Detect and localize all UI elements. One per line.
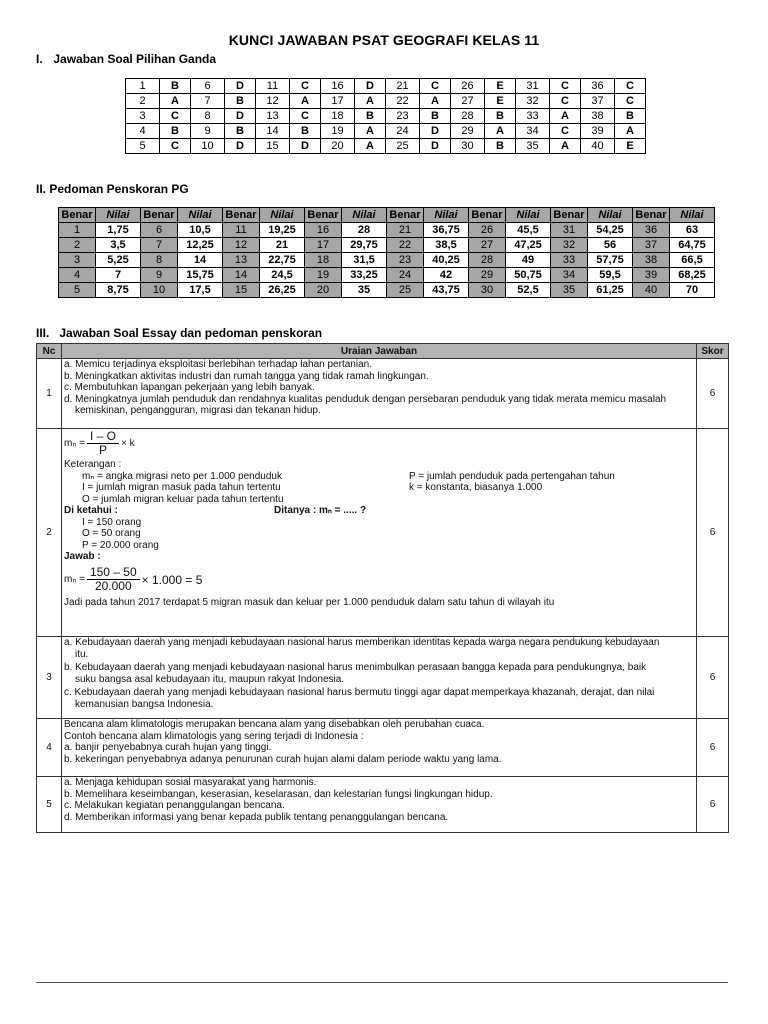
score-value-cell: 36,75 [424,223,469,238]
scoring-row [59,238,715,253]
header-benar: Benar [141,208,178,223]
formula-numerator: I – O [87,430,119,444]
section-heading-text: Jawaban Soal Pilihan Ganda [53,52,217,66]
score-value-cell: 3,5 [96,238,141,253]
answer-letter-cell: A [615,124,646,139]
answer-key-row [126,109,646,124]
header-benar: Benar [469,208,506,223]
answer-letter-cell: C [290,79,321,94]
correct-count-cell: 38 [633,253,670,268]
score-value-cell: 56 [588,238,633,253]
score-value-cell: 70 [670,283,715,298]
correct-count-cell: 26 [469,223,506,238]
score-value-cell: 14 [178,253,223,268]
correct-count-cell: 7 [141,238,178,253]
jawab-label: Jawab : [64,551,101,562]
scoring-row [59,268,715,283]
essay-question-number: 3 [37,637,62,719]
essay-question-number: 5 [37,777,62,833]
score-value-cell: 26,25 [260,283,305,298]
answer-letter-cell: B [290,124,321,139]
correct-count-cell: 24 [387,268,424,283]
question-number-cell: 3 [126,109,160,124]
header-benar: Benar [551,208,588,223]
score-value-cell: 40,25 [424,253,469,268]
footer-rule [36,982,728,983]
question-number-cell: 35 [516,139,550,154]
correct-count-cell: 23 [387,253,424,268]
header-nilai: Nilai [506,208,551,223]
score-value-cell: 57,75 [588,253,633,268]
answer-line: d. Meningkatnya jumlah penduduk dan rendahnya kualitas penduduk dengan persebaran penduduk yang tidak merata memicu masalah [64,393,667,405]
answer-letter-cell: C [615,79,646,94]
score-value-cell: 64,75 [670,238,715,253]
score-value-cell: 31,5 [342,253,387,268]
header-nilai: Nilai [342,208,387,223]
correct-count-cell: 33 [551,253,588,268]
question-number-cell: 8 [191,109,225,124]
question-number-cell: 34 [516,124,550,139]
correct-count-cell: 27 [469,238,506,253]
score-value-cell: 68,25 [670,268,715,283]
correct-count-cell: 21 [387,223,424,238]
correct-count-cell: 36 [633,223,670,238]
section-number: I. [36,52,43,66]
score-value-cell: 43,75 [424,283,469,298]
scoring-table [58,207,715,298]
answer-letter-cell: E [485,94,516,109]
question-number-cell: 25 [386,139,420,154]
score-value-cell: 61,25 [588,283,633,298]
answer-line: c. Kebudayaan daerah yang menjadi kebudayaan nasional harus bermutu tinggi agar dapat memperkaya khazanah, derajat, dan nilai [64,687,655,698]
essay-answer-cell [62,719,697,777]
essay-score: 6 [697,429,729,637]
answer-line: c. Melakukan kegiatan penanggulangan bencana. [64,800,285,811]
question-number-cell: 5 [126,139,160,154]
question-number-cell: 31 [516,79,550,94]
question-number-cell: 9 [191,124,225,139]
question-number-cell: 4 [126,124,160,139]
scoring-header-row [59,208,715,223]
answer-letter-cell: D [225,109,256,124]
question-number-cell: 32 [516,94,550,109]
solution-denominator: 20.000 [94,579,132,593]
answer-letter-cell: B [420,109,451,124]
correct-count-cell: 9 [141,268,178,283]
essay-answer-cell [62,429,697,637]
score-value-cell: 19,25 [260,223,305,238]
known-asked-row [64,505,696,517]
answer-letter-cell: D [225,79,256,94]
question-number-cell: 12 [256,94,290,109]
question-number-cell: 23 [386,109,420,124]
scoring-row [59,253,715,268]
answer-key-table [125,78,646,154]
section-heading-scoring: II. Pedoman Penskoran PG [36,182,189,196]
answer-letter-cell: B [160,79,191,94]
correct-count-cell: 5 [59,283,96,298]
correct-count-cell: 14 [223,268,260,283]
answer-letter-cell: E [485,79,516,94]
essay-question-number: 1 [37,359,62,429]
correct-count-cell: 40 [633,283,670,298]
answer-key-row [126,124,646,139]
answer-letter-cell: A [290,94,321,109]
score-value-cell: 12,25 [178,238,223,253]
answer-letter-cell: A [550,109,581,124]
question-number-cell: 30 [451,139,485,154]
score-value-cell: 33,25 [342,268,387,283]
correct-count-cell: 11 [223,223,260,238]
score-value-cell: 22,75 [260,253,305,268]
answer-letter-cell: A [355,124,386,139]
essay-answer-cell [62,637,697,719]
correct-count-cell: 34 [551,268,588,283]
score-value-cell: 63 [670,223,715,238]
keterangan-item: I = jumlah migran masuk pada tahun tertentu [82,482,281,493]
correct-count-cell: 8 [141,253,178,268]
question-number-cell: 37 [581,94,615,109]
answer-letter-cell: E [615,139,646,154]
answer-letter-cell: C [550,94,581,109]
question-number-cell: 28 [451,109,485,124]
correct-count-cell: 19 [305,268,342,283]
header-nilai: Nilai [260,208,305,223]
score-value-cell: 7 [96,268,141,283]
correct-count-cell: 17 [305,238,342,253]
given-value: O = 50 orang [82,528,141,539]
answer-line: d. Memberikan informasi yang benar kepada publik tentang penanggulangan bencana. [64,811,449,823]
answer-letter-cell: B [355,109,386,124]
answer-line: c. Membutuhkan lapangan pekerjaan yang lebih banyak. [64,382,315,393]
question-number-cell: 7 [191,94,225,109]
answer-line: suku bangsa asal kebudayaan itu, maupun rakyat Indonesia. [75,673,345,685]
question-number-cell: 19 [321,124,355,139]
answer-letter-cell: A [550,139,581,154]
essay-table [36,343,729,833]
answer-letter-cell: A [355,139,386,154]
answer-letter-cell: D [420,139,451,154]
correct-count-cell: 28 [469,253,506,268]
answer-letter-cell: C [550,79,581,94]
correct-count-cell: 29 [469,268,506,283]
solution-lhs: mₙ = [64,574,85,585]
diketahui-label: Di ketahui : [64,505,118,516]
correct-count-cell: 20 [305,283,342,298]
correct-count-cell: 3 [59,253,96,268]
solution-fraction [87,566,140,593]
correct-count-cell: 6 [141,223,178,238]
essay-row-2 [37,429,729,637]
question-number-cell: 39 [581,124,615,139]
formula-denominator: P [98,442,107,457]
answer-letter-cell: C [160,139,191,154]
header-nilai: Nilai [178,208,223,223]
answer-letter-cell: C [160,109,191,124]
question-number-cell: 38 [581,109,615,124]
score-value-cell: 10,5 [178,223,223,238]
given-value: P = 20.000 orang [82,539,159,551]
conclusion-line: Jadi pada tahun 2017 terdapat 5 migran masuk dan keluar per 1.000 penduduk dalam satu tahun di wilayah itu [64,596,555,608]
score-value-cell: 66,5 [670,253,715,268]
answer-letter-cell: C [615,94,646,109]
correct-count-cell: 16 [305,223,342,238]
essay-question-number: 2 [37,429,62,637]
answer-letter-cell: C [290,109,321,124]
given-value: I = 150 orang [82,516,142,528]
score-value-cell: 29,75 [342,238,387,253]
question-number-cell: 15 [256,139,290,154]
essay-row-4 [37,719,729,777]
question-number-cell: 14 [256,124,290,139]
essay-score: 6 [697,359,729,429]
answer-line: a. Memicu terjadinya eksploitasi berlebihan terhadap lahan pertanian. [64,359,372,370]
keterangan-label: Keterangan : [64,459,122,470]
question-number-cell: 26 [451,79,485,94]
ditanya-label: Ditanya : mₙ = ..... ? [274,505,367,516]
answer-letter-cell: A [355,94,386,109]
score-value-cell: 42 [424,268,469,283]
question-number-cell: 20 [321,139,355,154]
score-value-cell: 28 [342,223,387,238]
question-number-cell: 29 [451,124,485,139]
migration-formula [64,429,696,457]
solution-formula [64,563,696,597]
answer-letter-cell: B [225,124,256,139]
answer-line: kemanusian bangsa Indonesia. [75,698,214,710]
answer-letter-cell: A [420,94,451,109]
score-value-cell: 45,5 [506,223,551,238]
essay-header-skor: Skor [697,344,729,359]
document-title: KUNCI JAWABAN PSAT GEOGRAFI KELAS 11 [228,32,540,48]
correct-count-cell: 2 [59,238,96,253]
correct-count-cell: 1 [59,223,96,238]
essay-header-row [37,344,729,359]
essay-header-no: Nc [37,344,62,359]
header-nilai: Nilai [424,208,469,223]
answer-letter-cell: A [485,124,516,139]
header-benar: Benar [305,208,342,223]
answer-line: b. Meningkatkan aktivitas industri dan rumah tangga yang tidak ramah lingkungan. [64,370,429,382]
header-nilai: Nilai [670,208,715,223]
header-nilai: Nilai [588,208,633,223]
essay-row-5 [37,777,729,833]
question-number-cell: 36 [581,79,615,94]
score-value-cell: 38,5 [424,238,469,253]
answer-letter-cell: C [550,124,581,139]
scoring-row [59,283,715,298]
essay-answer-cell [62,777,697,833]
answer-letter-cell: A [160,94,191,109]
correct-count-cell: 15 [223,283,260,298]
keterangan-item: O = jumlah migran keluar pada tahun tertentu [82,493,284,505]
answer-line: b. Memelihara keseimbangan, keserasian, keselarasan, dan kelestarian fungsi lingkungan hidup. [64,788,493,800]
score-value-cell: 54,25 [588,223,633,238]
correct-count-cell: 4 [59,268,96,283]
essay-question-number: 4 [37,719,62,777]
solution-numerator: 150 – 50 [87,566,140,580]
answer-line: Bencana alam klimatologis merupakan bencana alam yang disebabkan oleh perubahan cuaca. [64,719,485,730]
answer-letter-cell: B [485,139,516,154]
question-number-cell: 1 [126,79,160,94]
essay-row-1 [37,359,729,429]
header-benar: Benar [59,208,96,223]
essay-answer-cell [62,359,697,429]
score-value-cell: 59,5 [588,268,633,283]
score-value-cell: 21 [260,238,305,253]
header-benar: Benar [223,208,260,223]
answer-line: b. kekeringan penyebabnya adanya penurunan curah hujan alami dalam periode waktu yang lama. [64,753,502,765]
score-value-cell: 50,75 [506,268,551,283]
answer-line: itu. [75,648,89,660]
section-heading-essay [36,326,322,340]
answer-line: Contoh bencana alam klimatologis yang sering terjadi di Indonesia : [64,730,364,742]
keterangan-list [64,471,696,506]
correct-count-cell: 32 [551,238,588,253]
essay-score: 6 [697,777,729,833]
answer-letter-cell: C [420,79,451,94]
answer-letter-cell: D [420,124,451,139]
answer-letter-cell: D [355,79,386,94]
section-heading-multiple-choice [36,52,216,66]
score-value-cell: 5,25 [96,253,141,268]
answer-letter-cell: B [485,109,516,124]
score-value-cell: 15,75 [178,268,223,283]
answer-key-row [126,79,646,94]
correct-count-cell: 30 [469,283,506,298]
answer-letter-cell: D [225,139,256,154]
score-value-cell: 35 [342,283,387,298]
score-value-cell: 1,75 [96,223,141,238]
scoring-row [59,223,715,238]
question-number-cell: 13 [256,109,290,124]
question-number-cell: 33 [516,109,550,124]
answer-letter-cell: B [615,109,646,124]
answer-key-row [126,139,646,154]
solution-rhs: × 1.000 = 5 [141,572,203,587]
keterangan-item: P = jumlah penduduk pada pertengahan tahun [409,470,615,482]
score-value-cell: 52,5 [506,283,551,298]
header-benar: Benar [633,208,670,223]
answer-line: a. Menjaga kehidupan sosial masyarakat yang harmonis. [64,777,317,788]
essay-header-uraian: Uraian Jawaban [62,344,697,359]
correct-count-cell: 13 [223,253,260,268]
section-heading-text: Jawaban Soal Essay dan pedoman penskoran [59,326,323,340]
score-value-cell: 8,75 [96,283,141,298]
correct-count-cell: 35 [551,283,588,298]
answer-key-row [126,94,646,109]
question-number-cell: 17 [321,94,355,109]
score-value-cell: 24,5 [260,268,305,283]
question-number-cell: 2 [126,94,160,109]
correct-count-cell: 25 [387,283,424,298]
question-number-cell: 40 [581,139,615,154]
formula-lhs: mₙ = [64,437,85,449]
question-number-cell: 16 [321,79,355,94]
question-number-cell: 11 [256,79,290,94]
question-number-cell: 6 [191,79,225,94]
section-number: III. [36,326,50,340]
score-value-cell: 49 [506,253,551,268]
answer-line: a. Kebudayaan daerah yang menjadi kebudayaan nasional harus memberikan identitas kepada warga negara pendukung kebudayaan [64,637,660,648]
answer-line: a. banjir penyebabnya curah hujan yang tinggi. [64,742,272,753]
score-value-cell: 47,25 [506,238,551,253]
correct-count-cell: 39 [633,268,670,283]
header-nilai: Nilai [96,208,141,223]
question-number-cell: 21 [386,79,420,94]
question-number-cell: 10 [191,139,225,154]
answer-letter-cell: D [290,139,321,154]
keterangan-item: mₙ = angka migrasi neto per 1.000 penduduk [82,470,282,482]
correct-count-cell: 31 [551,223,588,238]
essay-score: 6 [697,637,729,719]
question-number-cell: 18 [321,109,355,124]
essay-score: 6 [697,719,729,777]
answer-letter-cell: B [160,124,191,139]
formula-fraction [87,430,119,457]
answer-letter-cell: B [225,94,256,109]
header-benar: Benar [387,208,424,223]
question-number-cell: 27 [451,94,485,109]
essay-row-3 [37,637,729,719]
question-number-cell: 22 [386,94,420,109]
correct-count-cell: 37 [633,238,670,253]
score-value-cell: 17,5 [178,283,223,298]
answer-line: b. Kebudayaan daerah yang menjadi kebudayaan nasional harus menimbulkan perasaan bangga kepada para pendukungnya, baik [64,662,647,673]
correct-count-cell: 22 [387,238,424,253]
answer-line: kemiskinan, pengangguran, migrasi dan tekanan hidup. [75,405,321,416]
keterangan-item: k = konstanta, biasanya 1.000 [409,482,543,493]
correct-count-cell: 12 [223,238,260,253]
question-number-cell: 24 [386,124,420,139]
correct-count-cell: 10 [141,283,178,298]
formula-rhs: × k [120,437,135,449]
correct-count-cell: 18 [305,253,342,268]
